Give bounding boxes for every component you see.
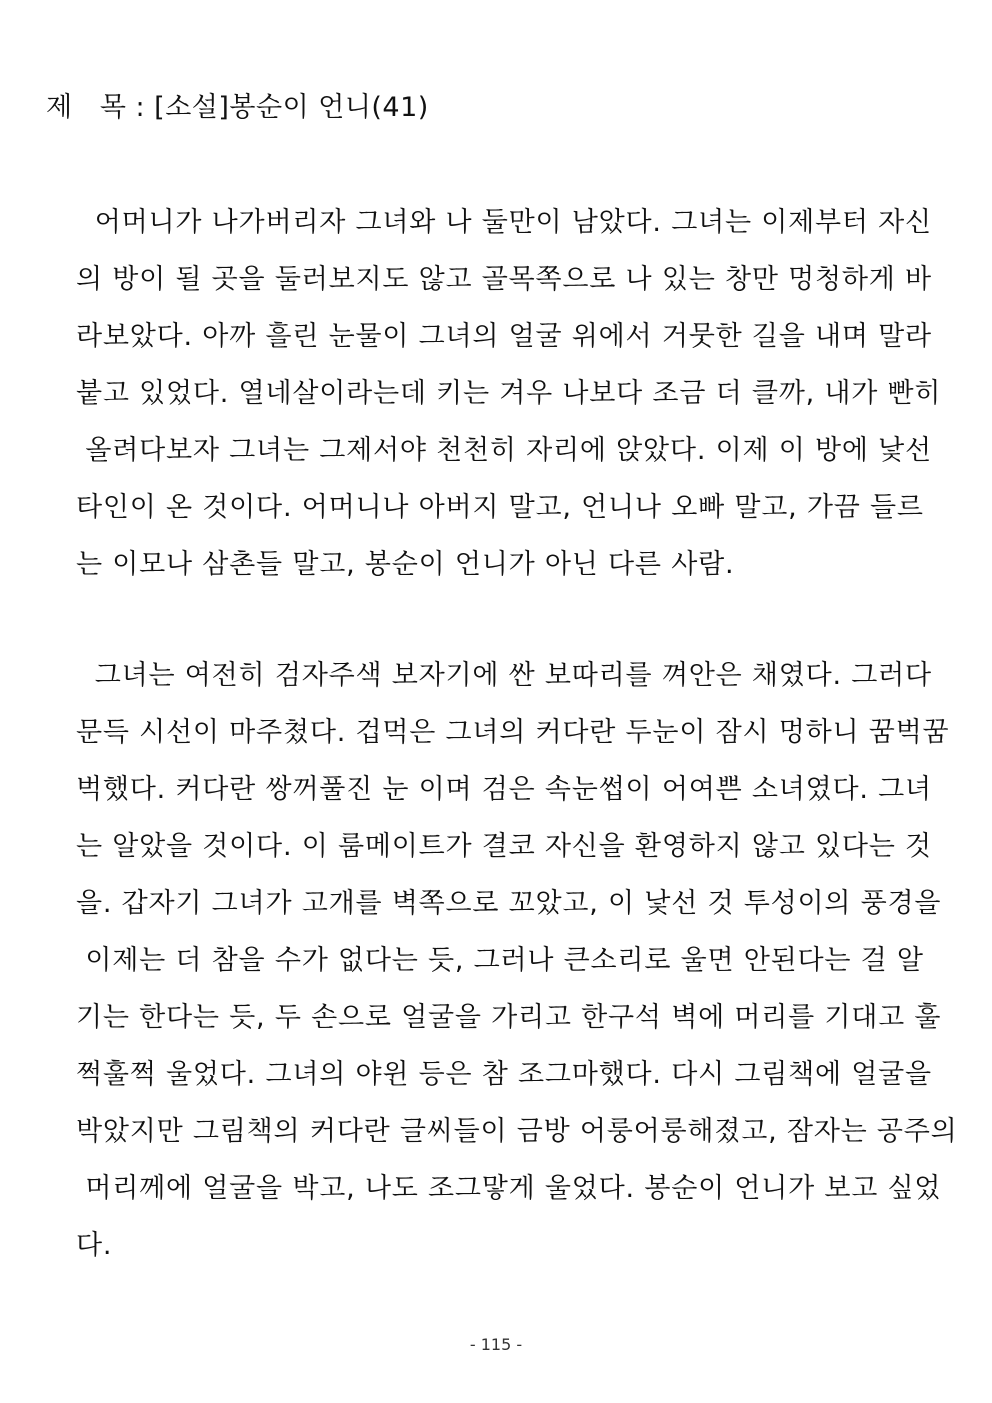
paragraph-line: 는 이모나 삼촌들 말고, 봉순이 언니가 아닌 다른 사람. <box>76 549 735 580</box>
paragraph-line: 는 알았을 것이다. 이 룸메이트가 결코 자신을 환영하지 않고 있다는 것 <box>76 831 932 862</box>
paragraph-line: 라보았다. 아까 흘린 눈물이 그녀의 얼굴 위에서 거뭇한 길을 내며 말라 <box>76 321 932 352</box>
paragraph-line: 의 방이 될 곳을 둘러보지도 않고 골목쪽으로 나 있는 창만 멍청하게 바 <box>76 264 932 295</box>
paragraph-line: 박았지만 그림책의 커다란 글씨들이 금방 어룽어룽해졌고, 잠자는 공주의 <box>76 1116 958 1147</box>
page-number: - 115 - <box>469 1335 523 1354</box>
paragraph-line: 이제는 더 참을 수가 없다는 듯, 그러나 큰소리로 울면 안된다는 걸 알 <box>76 945 924 976</box>
paragraph-line: 어머니가 나가버리자 그녀와 나 둘만이 남았다. 그녀는 이제부터 자신 <box>76 207 932 238</box>
paragraph-line: 문득 시선이 마주쳤다. 겁먹은 그녀의 커다란 두눈이 잠시 멍하니 꿈벅꿈 <box>76 717 950 748</box>
paragraph-line: 그녀는 여전히 검자주색 보자기에 싼 보따리를 껴안은 채였다. 그러다 <box>76 660 932 691</box>
paragraph-line: 다. <box>76 1230 113 1261</box>
paragraph-line: 쩍훌쩍 울었다. 그녀의 야윈 등은 참 조그마했다. 다시 그림책에 얼굴을 <box>76 1059 932 1090</box>
paragraph-line: 기는 한다는 듯, 두 손으로 얼굴을 가리고 한구석 벽에 머리를 기대고 훌 <box>76 1002 942 1033</box>
document-title: 제 목 : [소설]봉순이 언니(41) <box>46 92 429 123</box>
paragraph-line: 붙고 있었다. 열네살이라는데 키는 겨우 나보다 조금 더 클까, 내가 빤히 <box>76 378 942 409</box>
paragraph-line: 올려다보자 그녀는 그제서야 천천히 자리에 앉았다. 이제 이 방에 낯선 <box>76 435 932 466</box>
paragraph-line: 벅했다. 커다란 쌍꺼풀진 눈 이며 검은 속눈썹이 어여쁜 소녀였다. 그녀 <box>76 774 932 805</box>
paragraph-2 <box>76 647 958 1274</box>
paragraph-line: 머리께에 얼굴을 박고, 나도 조그맣게 울었다. 봉순이 언니가 보고 싶었 <box>76 1173 942 1204</box>
paragraph-1 <box>76 194 942 593</box>
paragraph-line: 을. 갑자기 그녀가 고개를 벽쪽으로 꼬았고, 이 낯선 것 투성이의 풍경을 <box>76 888 942 919</box>
paragraph-line: 타인이 온 것이다. 어머니나 아버지 말고, 언니나 오빠 말고, 가끔 들르 <box>76 492 924 523</box>
